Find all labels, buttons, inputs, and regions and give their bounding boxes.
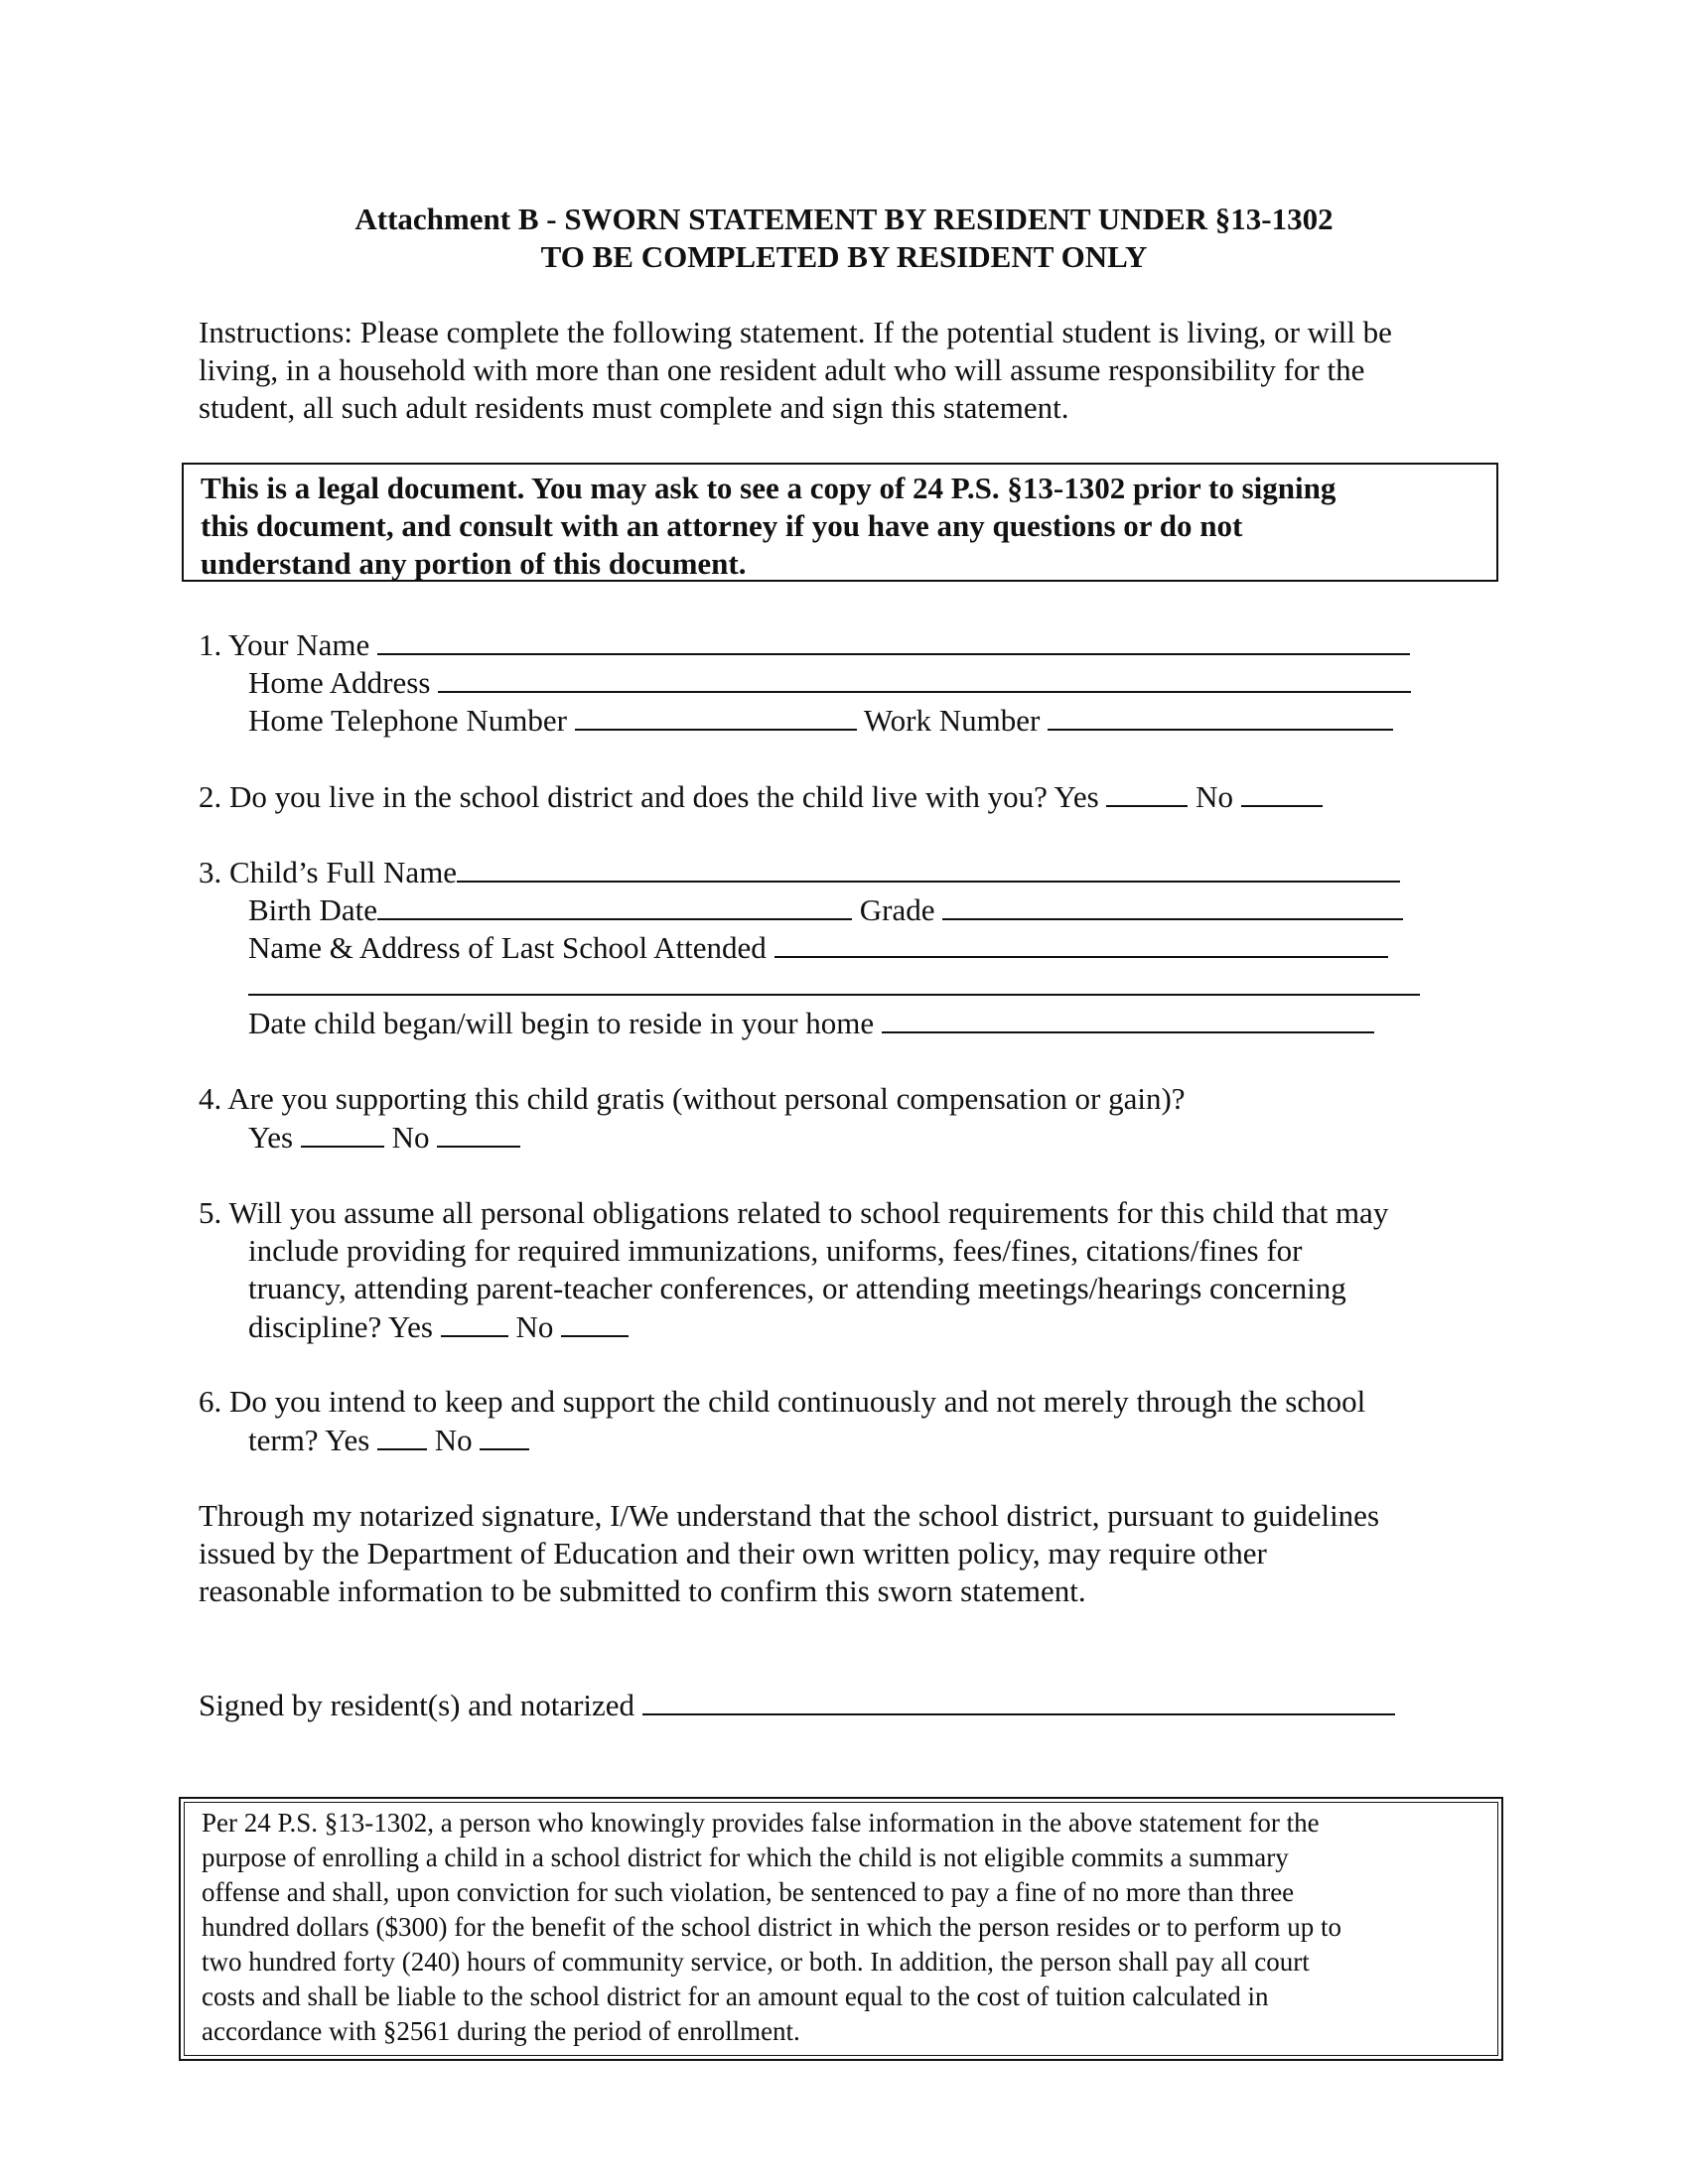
q6-line1 xyxy=(199,1383,1365,1421)
q1-name-row xyxy=(199,625,1410,664)
penalty-line: costs and shall be liable to the school district for an amount equal to the cost of tuition calculated in xyxy=(202,1981,1269,2011)
q3-last-school-row xyxy=(248,928,1388,967)
q3-birth-row xyxy=(248,890,1403,929)
last-school-label: Name & Address of Last School Attended xyxy=(248,930,767,965)
your-name-field[interactable] xyxy=(377,625,1410,655)
q5-no-field[interactable] xyxy=(561,1307,629,1337)
instructions-line: Instructions: Please complete the following statement. If the potential student is living, or will be xyxy=(199,315,1392,349)
q1-phone-row xyxy=(248,701,1393,740)
q6-yes-field[interactable] xyxy=(377,1421,427,1450)
q3-reside-row xyxy=(248,1004,1374,1042)
instructions-line: living, in a household with more than one resident adult who will assume responsibility for the xyxy=(199,352,1365,387)
form-title-line2: TO BE COMPLETED BY RESIDENT ONLY xyxy=(540,239,1148,274)
penalty-notice-inner xyxy=(184,1802,1498,2056)
signature-label: Signed by resident(s) and notarized xyxy=(199,1688,635,1722)
instructions-line: student, all such adult residents must complete and sign this statement. xyxy=(199,390,1069,425)
q1-address-row xyxy=(248,663,1411,702)
q5-no-label: No xyxy=(515,1309,554,1344)
child-name-field[interactable] xyxy=(457,853,1400,883)
q2-no-label: No xyxy=(1196,779,1234,814)
penalty-line: offense and shall, upon conviction for such violation, be sentenced to pay a fine of no more than three xyxy=(202,1877,1295,1907)
penalty-line: accordance with §2561 during the period of enrollment. xyxy=(202,2016,800,2046)
q6-text: 6. Do you intend to keep and support the child continuously and not merely through the school xyxy=(199,1384,1366,1419)
q4-yes-field[interactable] xyxy=(301,1118,384,1148)
legal-notice-line: This is a legal document. You may ask to see a copy of 24 P.S. §13-1302 prior to signing xyxy=(201,471,1336,505)
q6-line2 xyxy=(248,1421,529,1459)
legal-notice-box xyxy=(182,463,1498,582)
notarized-line: Through my notarized signature, I/We understand that the school district, pursuant to guidelines xyxy=(199,1498,1380,1533)
q5-yes-field[interactable] xyxy=(441,1307,508,1337)
q6-no-field[interactable] xyxy=(480,1421,529,1450)
q5-text: discipline? Yes xyxy=(248,1309,433,1344)
reside-date-label: Date child began/will begin to reside in your home xyxy=(248,1006,875,1040)
q4-no-field[interactable] xyxy=(437,1118,520,1148)
q5-line3 xyxy=(248,1270,1346,1307)
instructions xyxy=(199,314,1489,427)
q2-row xyxy=(199,777,1323,816)
q4-no-label: No xyxy=(391,1120,430,1155)
q4-answer-row xyxy=(248,1118,520,1157)
grade-field[interactable] xyxy=(942,890,1403,920)
q5-text: 5. Will you assume all personal obligations related to school requirements for this child that may xyxy=(199,1195,1389,1230)
q4-text: 4. Are you supporting this child gratis (without personal compensation or gain)? xyxy=(199,1081,1186,1116)
work-number-label: Work Number xyxy=(863,703,1041,738)
home-phone-label: Home Telephone Number xyxy=(248,703,567,738)
signature-row xyxy=(199,1686,1395,1724)
notarized-line: reasonable information to be submitted to confirm this sworn statement. xyxy=(199,1573,1086,1608)
form-title-line1: Attachment B - SWORN STATEMENT BY RESIDENT UNDER §13-1302 xyxy=(354,202,1334,236)
home-phone-field[interactable] xyxy=(575,701,857,731)
signature-field[interactable] xyxy=(642,1686,1395,1715)
q3-child-name-row xyxy=(199,853,1400,891)
grade-label: Grade xyxy=(859,892,935,927)
legal-notice-line: understand any portion of this document. xyxy=(201,546,747,581)
child-name-label: 3. Child’s Full Name xyxy=(199,855,458,889)
home-address-field[interactable] xyxy=(438,663,1411,693)
q5-line1 xyxy=(199,1194,1388,1232)
penalty-line: two hundred forty (240) hours of community service, or both. In addition, the person shall pay all court xyxy=(202,1947,1310,1977)
q4-row xyxy=(199,1080,1186,1118)
q5-line2 xyxy=(248,1232,1303,1270)
penalty-line: purpose of enrolling a child in a school district for which the child is not eligible commits a summary xyxy=(202,1843,1289,1872)
notarized-statement xyxy=(199,1497,1489,1610)
q6-text: term? Yes xyxy=(248,1423,370,1457)
legal-notice-line: this document, and consult with an attorney if you have any questions or do not xyxy=(201,508,1243,543)
q5-text: truancy, attending parent-teacher conferences, or attending meetings/hearings concerning xyxy=(248,1271,1346,1305)
q2-text: 2. Do you live in the school district and does the child live with you? Yes xyxy=(199,779,1099,814)
q2-yes-field[interactable] xyxy=(1106,777,1188,807)
last-school-field-line2[interactable] xyxy=(248,966,1420,996)
your-name-label: 1. Your Name xyxy=(199,627,370,662)
home-address-label: Home Address xyxy=(248,665,431,700)
penalty-line: Per 24 P.S. §13-1302, a person who knowingly provides false information in the above statement for the xyxy=(202,1808,1320,1838)
reside-date-field[interactable] xyxy=(882,1004,1374,1033)
work-number-field[interactable] xyxy=(1048,701,1393,731)
q3-last-school-row-2 xyxy=(248,966,1420,1005)
notarized-line: issued by the Department of Education and their own written policy, may require other xyxy=(199,1536,1267,1570)
q2-no-field[interactable] xyxy=(1241,777,1323,807)
last-school-field[interactable] xyxy=(774,928,1388,958)
q5-text: include providing for required immunizations, uniforms, fees/fines, citations/fines for xyxy=(248,1233,1303,1268)
penalty-notice-box xyxy=(179,1797,1503,2061)
penalty-line: hundred dollars ($300) for the benefit of the school district in which the person resides or to perform up to xyxy=(202,1912,1341,1942)
q4-yes-label: Yes xyxy=(248,1120,294,1155)
q5-line4 xyxy=(248,1307,629,1346)
birth-date-label: Birth Date xyxy=(248,892,377,927)
q6-no-label: No xyxy=(434,1423,473,1457)
birth-date-field[interactable] xyxy=(377,890,852,920)
